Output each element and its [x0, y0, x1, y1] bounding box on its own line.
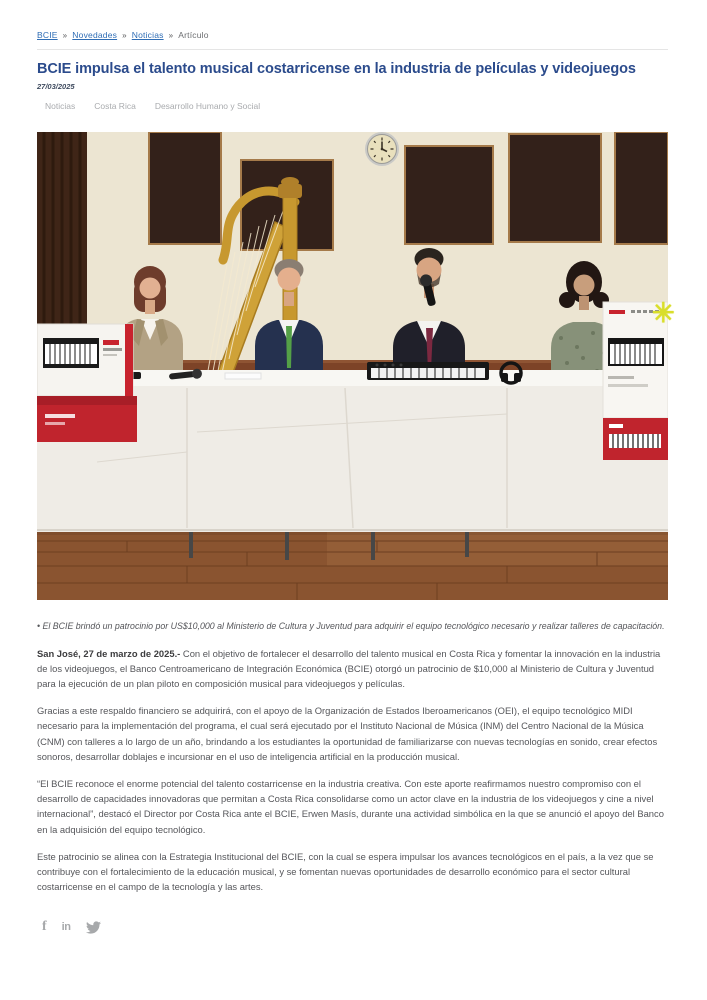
- photo-caption: • El BCIE brindó un patrocinio por US$10,000 al Ministerio de Cultura y Juventud para adquirir el equipo tecnológico necesario y realizar talleres de capacitación.: [37, 621, 665, 631]
- paragraph-1: San José, 27 de marzo de 2025.- Con el objetivo de fortalecer el desarrollo del talento musical en Costa Rica y fomentar la innovación en la industria de los videojuegos, el Banco Centroamericano de Integración Económica (BCIE) otorgó un patrocinio de $10,000 al Ministerio de Cultura y Juventud para la ejecución de un plan piloto en composición musical para videojuegos y películas.: [37, 647, 661, 689]
- keyboard-box-left: [37, 324, 137, 442]
- paragraph-3: “El BCIE reconoce el enorme potencial del talento costarricense en la industria creativa. Con este aporte reafirmamos nuestro compromiso con el desarrollo de capacidades innovadoras que permitan a Costa Rica consolidarse como un actor clave en la industria de los videojuegos y cine a nivel internacional”, destacó el Director por Costa Rica ante el BCIE, Erwen Masís, durante una actividad simbólica en la que se anunció el apoyo del Banco en la adquisición del equipo tecnológico.: [37, 777, 664, 835]
- papers: [225, 373, 261, 379]
- divider: [37, 49, 668, 50]
- breadcrumb: [37, 30, 668, 40]
- breadcrumb-current: Artículo: [178, 30, 209, 40]
- breadcrumb-link-novedades[interactable]: Novedades: [72, 30, 118, 40]
- breadcrumb-link-bcie[interactable]: BCIE: [37, 30, 58, 40]
- asterisk-icon: ✳: [652, 298, 675, 328]
- breadcrumb-separator: »: [168, 31, 174, 40]
- paragraph-lead: San José, 27 de marzo de 2025.-: [37, 647, 181, 659]
- social-share-bar: [37, 916, 668, 938]
- linkedin-icon[interactable]: in: [61, 921, 71, 934]
- tag-list: [37, 101, 668, 111]
- tag-noticias[interactable]: Noticias: [45, 101, 76, 111]
- breadcrumb-separator: »: [62, 31, 68, 40]
- press-conference-illustration: [37, 132, 668, 600]
- midi-keyboard: [367, 362, 489, 380]
- wall-clock: [365, 132, 399, 166]
- tag-desarrollo-humano[interactable]: Desarrollo Humano y Social: [154, 101, 261, 111]
- wood-floor: [37, 532, 668, 600]
- paragraph-2: Gracias a este respaldo financiero se adquirirá, con el apoyo de la Organización de Estados Iberoamericanos (OEI), el equipo tecnológico MIDI necesario para la implementación del programa, el cual será ejecutado por el Instituto Nacional de Música (INM) del Centro Nacional de la Música (CNM) con talleres a lo largo de un año, brindando a los estudiantes la oportunidad de familiarizarse con nuevas tecnologías en sonido, crear efectos sonoros, desarrollar doblajes e incursionar en el uso de inteligencia artificial en la producción musical.: [37, 705, 658, 762]
- paragraph-4: Este patrocinio se alinea con la Estrategia Institucional del BCIE, con la cual se espera impulsar los avances tecnológicos en el país, a la vez que se contribuye con el fortalecimiento de la educación musical, y se fomentan nuevas oportunidades de desarrollo económico para el sector cultural costarricense en el campo de la tecnología y las artes.: [37, 850, 654, 893]
- article-photo: [37, 132, 675, 600]
- twitter-icon[interactable]: [85, 920, 102, 935]
- facebook-icon[interactable]: f: [42, 919, 47, 935]
- breadcrumb-separator: »: [122, 31, 127, 40]
- breadcrumb-link-noticias[interactable]: Noticias: [131, 30, 164, 40]
- article-date: 27/03/2025: [37, 82, 75, 91]
- page-title: BCIE impulsa el talento musical costarricense en la industria de películas y videojuegos: [37, 61, 636, 77]
- tag-costa-rica[interactable]: Costa Rica: [94, 101, 136, 111]
